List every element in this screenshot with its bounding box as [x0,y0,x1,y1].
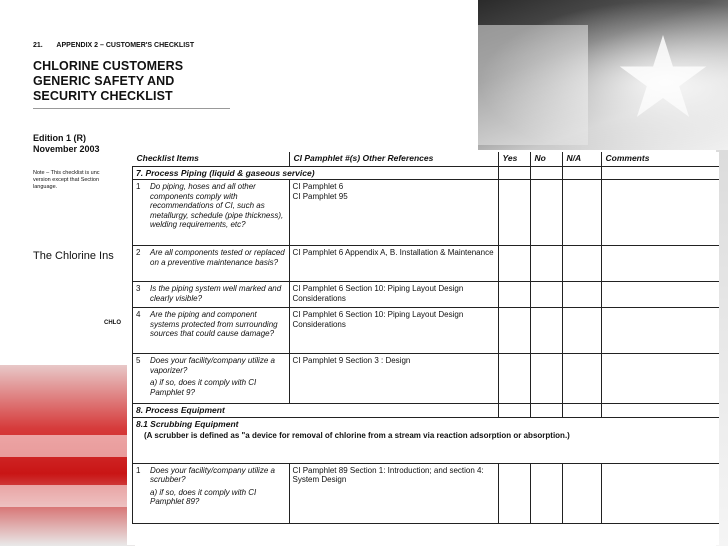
yes-cell[interactable] [498,308,530,354]
comments-cell[interactable] [601,463,719,523]
subsection-description: (A scrubber is defined as "a device for removal of chlorine from a stream via reaction adsorption or absorption.) [144,431,570,440]
subsection-row [133,417,720,463]
section-title: 8. Process Equipment [133,404,499,418]
document-title [33,59,183,104]
note-text [33,170,128,191]
title-line-2: GENERIC SAFETY AND [33,74,175,88]
table-row [133,282,720,308]
reference-cell: CI Pamphlet 89 Section 1: Introduction; and section 4: System Design [289,463,498,523]
item-cell [133,246,290,282]
item-subquestion: a) if so, does it comply with CI Pamphlet 89? [150,487,257,506]
item-text: Does your facility/company utilize a scrubber? [150,465,275,484]
reference-text: CI Pamphlet 95 [292,191,348,201]
item-cell [133,180,290,246]
yes-cell[interactable] [498,166,530,180]
header-checklist-items: Checklist Items [133,152,290,166]
comments-cell[interactable] [601,180,719,246]
reference-cell: CI Pamphlet 9 Section 3 : Design [289,354,498,404]
flag-stripe [0,485,135,507]
edition-number: Edition 1 (R) [33,133,86,143]
item-number: 4 [136,310,141,319]
flag-haze [478,0,728,150]
header-no: No [530,152,562,166]
note-line: version except that Section [33,177,100,183]
section-title: 7. Process Piping (liquid & gaseous service) [133,166,499,180]
comments-cell[interactable] [601,282,719,308]
item-number: 2 [136,248,141,257]
na-cell[interactable] [562,354,601,404]
appendix-title: APPENDIX 2 – CUSTOMER'S CHECKLIST [56,42,195,49]
checklist-table [132,152,719,524]
header-yes: Yes [498,152,530,166]
item-number: 1 [136,465,141,475]
flag-image-top [478,0,728,150]
item-text: Are all components tested or replaced on a preventive maintenance basis? [150,248,285,267]
edition-date: November 2003 [33,144,100,154]
title-line-1: CHLORINE CUSTOMERS [33,59,184,73]
title-line-3: SECURITY CHECKLIST [33,89,173,103]
table-row [133,246,720,282]
table-row [133,354,720,404]
page-number: 21. [33,42,43,49]
reference-text: CI Pamphlet 6 [292,182,344,191]
institute-name: The Chlorine Ins [33,250,114,262]
table-row [133,180,720,246]
item-cell [133,282,290,308]
note-line: Note – This checklist is unc [33,170,100,176]
table-header-row [133,152,720,166]
reference-cell: CI Pamphlet 6 Appendix A, B. Installation & Maintenance [289,246,498,282]
comments-cell[interactable] [601,308,719,354]
na-cell[interactable] [562,166,601,180]
no-cell[interactable] [530,246,562,282]
item-subquestion: a) if so, does it comply with CI Pamphlet 9? [150,378,257,397]
item-cell [133,308,290,354]
yes-cell[interactable] [498,404,530,418]
reference-cell: CI Pamphlet 6 Section 10: Piping Layout Design Considerations [289,282,498,308]
header-na: N/A [562,152,601,166]
flag-stripe [0,435,135,457]
item-cell [133,463,290,523]
no-cell[interactable] [530,180,562,246]
table-row [133,463,720,523]
edition-block [33,133,100,155]
yes-cell[interactable] [498,246,530,282]
na-cell[interactable] [562,180,601,246]
section-row [133,404,720,418]
comments-cell[interactable] [601,354,719,404]
chlo-label: CHLO [104,320,121,326]
yes-cell[interactable] [498,354,530,404]
item-number: 1 [136,182,141,191]
flag-image-bottom [0,365,135,546]
no-cell[interactable] [530,308,562,354]
section-row [133,166,720,180]
item-cell [133,354,290,404]
yes-cell[interactable] [498,180,530,246]
yes-cell[interactable] [498,282,530,308]
appendix-header [33,42,206,49]
item-text: Is the piping system well marked and clearly visible? [150,284,282,303]
na-cell[interactable] [562,282,601,308]
comments-cell[interactable] [601,404,719,418]
no-cell[interactable] [530,463,562,523]
na-cell[interactable] [562,463,601,523]
item-text: Are the piping and component systems protected from surrounding sources that could cause damage? [150,310,278,338]
item-number: 3 [136,284,141,293]
na-cell[interactable] [562,308,601,354]
note-line: language. [33,184,58,190]
header-comments: Comments [601,152,719,166]
no-cell[interactable] [530,404,562,418]
item-text: Does your facility/company utilize a vaporizer? [150,356,275,375]
no-cell[interactable] [530,166,562,180]
header-references: CI Pamphlet #(s) Other References [289,152,498,166]
no-cell[interactable] [530,282,562,308]
checklist-table-container [127,152,719,545]
yes-cell[interactable] [498,463,530,523]
no-cell[interactable] [530,354,562,404]
reference-cell [289,180,498,246]
na-cell[interactable] [562,404,601,418]
item-text: Do piping, hoses and all other components comply with recommendations of CI, such as metallurgy, schedule (pipe thickness), welding requirements, etc? [150,182,284,229]
reference-cell: CI Pamphlet 6 Section 10: Piping Layout Design Considerations [289,308,498,354]
na-cell[interactable] [562,246,601,282]
subsection-title: 8.1 Scrubbing Equipment [136,418,239,429]
subsection-cell [133,417,720,463]
comments-cell[interactable] [601,166,719,180]
item-number: 5 [136,356,141,365]
table-row [133,308,720,354]
title-divider [33,108,230,109]
comments-cell[interactable] [601,246,719,282]
